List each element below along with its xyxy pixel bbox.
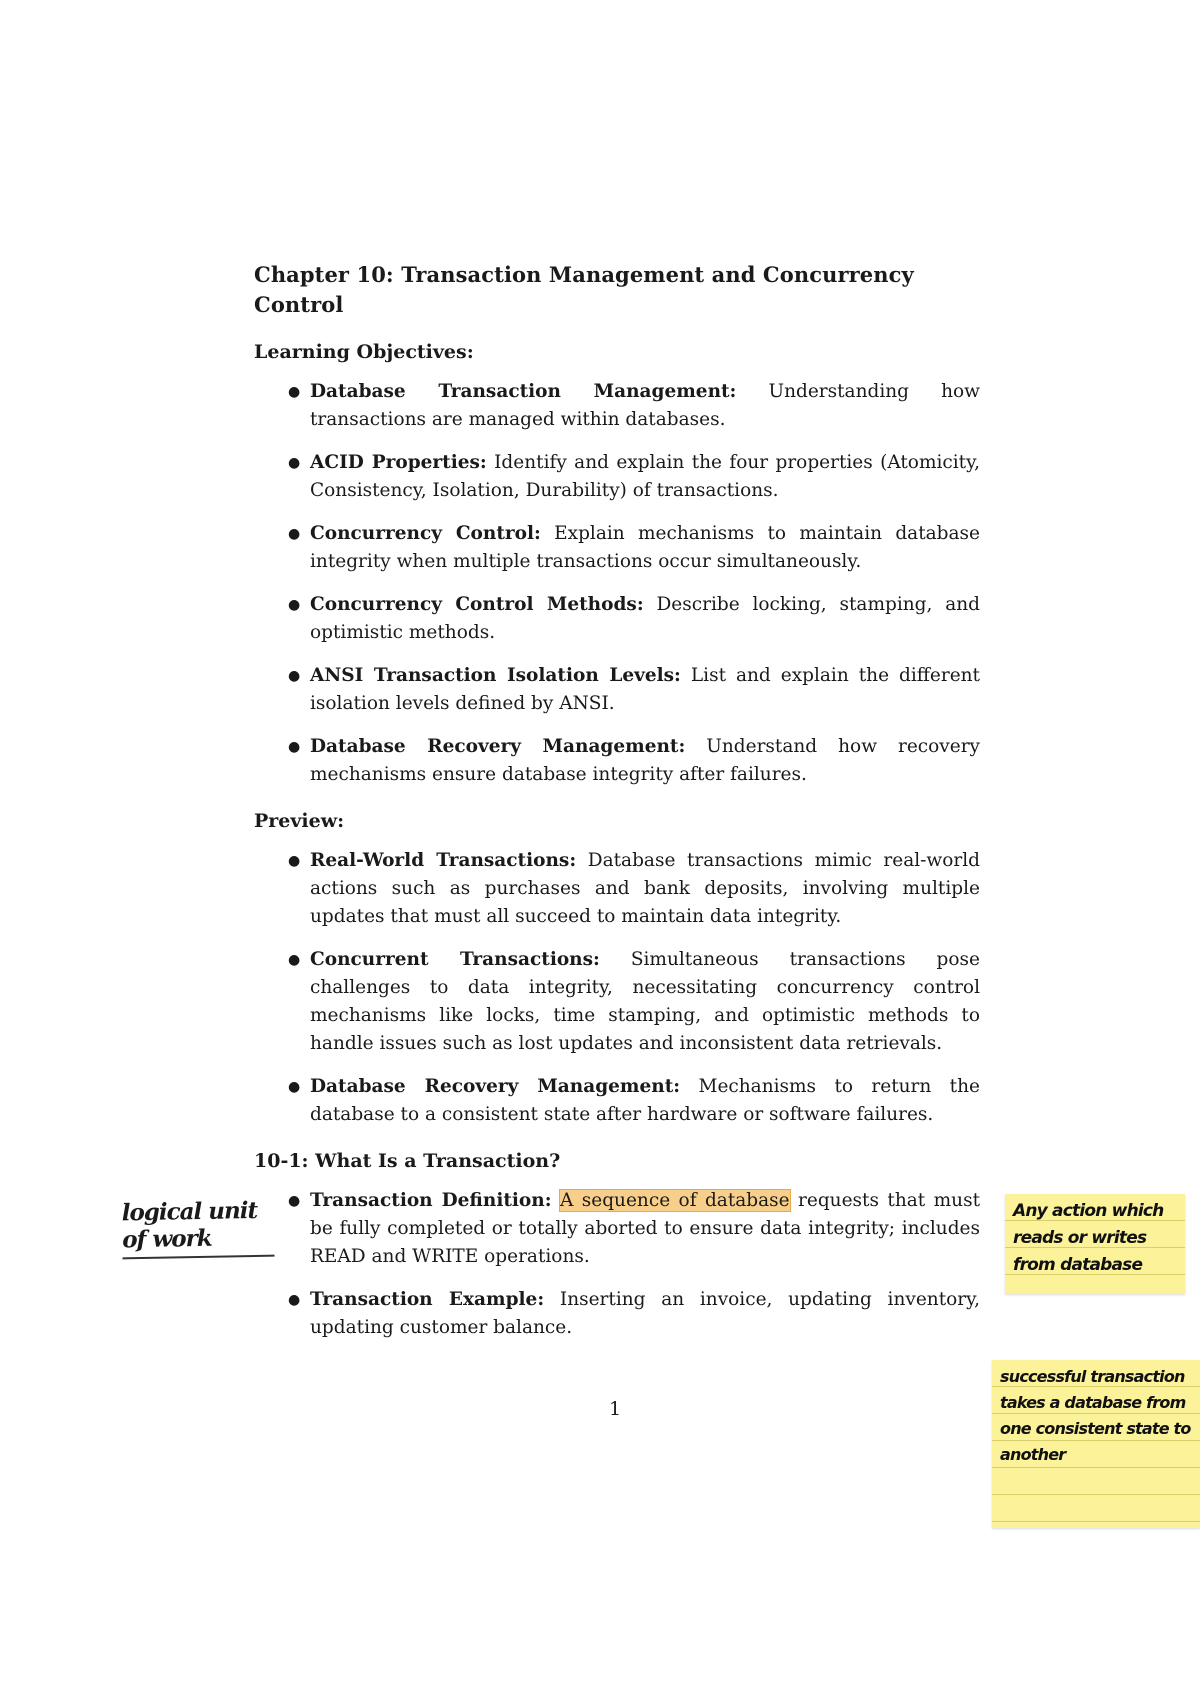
page-content: [254, 260, 980, 1360]
item-term: Transaction Example:: [310, 1289, 545, 1310]
learning-objectives-list: [254, 378, 980, 789]
item-term: Database Transaction Management:: [310, 381, 737, 402]
list-item: [288, 847, 980, 931]
bullet-icon: ●: [288, 526, 301, 542]
bullet-icon: ●: [288, 597, 301, 613]
item-text: Explain mechanisms to maintain database integrity when multiple transactions occur simultaneously.: [310, 523, 980, 572]
list-item: [288, 591, 980, 647]
list-item: [288, 733, 980, 789]
learning-objectives-heading: Learning Objectives:: [254, 341, 474, 363]
highlighted-text[interactable]: A sequence of database: [559, 1190, 790, 1211]
preview-list: [254, 847, 980, 1129]
bullet-icon: ●: [288, 384, 301, 400]
item-text: Mechanisms to return the database to a consistent state after hardware or software failures.: [310, 1076, 980, 1125]
bullet-icon: ●: [288, 668, 301, 684]
handwritten-margin-note[interactable]: logical unit of work: [121, 1197, 274, 1260]
item-text: Understand how recovery mechanisms ensure database integrity after failures.: [310, 736, 980, 785]
bullet-icon: ●: [288, 739, 301, 755]
bullet-icon: ●: [288, 1193, 301, 1209]
item-text: requests that must be fully completed or totally aborted to ensure data integrity; includes READ and WRITE operations.: [310, 1190, 981, 1267]
list-item: [288, 1286, 980, 1342]
sticky-note[interactable]: Any action which reads or writes from database: [1005, 1194, 1185, 1294]
list-item: [288, 449, 980, 505]
item-text: Identify and explain the four properties (Atomicity, Consistency, Isolation, Durability) of transactions.: [310, 452, 980, 501]
item-term: Real-World Transactions:: [310, 850, 577, 871]
bullet-icon: ●: [288, 853, 301, 869]
list-item: [288, 378, 980, 434]
section-10-1-list: [254, 1187, 980, 1342]
item-term: Concurrent Transactions:: [310, 949, 600, 970]
item-term: ANSI Transaction Isolation Levels:: [310, 665, 681, 686]
item-term: Transaction Definition:: [310, 1190, 552, 1211]
chapter-title: Chapter 10: Transaction Management and Concurrency Control: [254, 262, 914, 317]
item-term: Database Recovery Management:: [310, 736, 686, 757]
item-text: Inserting an invoice, updating inventory, updating customer balance.: [310, 1289, 980, 1338]
item-text: Simultaneous transactions pose challenges to data integrity, necessitating concurrency control mechanisms like locks, time stamping, and optimistic methods to handle issues such as lost updates and inconsistent data retrievals.: [310, 949, 980, 1054]
preview-heading: Preview:: [254, 810, 345, 832]
list-item: [288, 946, 980, 1058]
item-text: Database transactions mimic real-world actions such as purchases and bank deposits, involving multiple updates that must all succeed to maintain data integrity.: [310, 850, 980, 927]
item-text: List and explain the different isolation levels defined by ANSI.: [310, 665, 980, 714]
item-term: ACID Properties:: [310, 452, 487, 473]
item-text: Describe locking, stamping, and optimistic methods.: [310, 594, 980, 643]
item-term: Concurrency Control:: [310, 523, 541, 544]
list-item: [288, 662, 980, 718]
bullet-icon: ●: [288, 1079, 301, 1095]
bullet-icon: ●: [288, 952, 301, 968]
item-term: Concurrency Control Methods:: [310, 594, 644, 615]
page-number: 1: [608, 1398, 622, 1420]
item-text: Understanding how transactions are managed within databases.: [310, 381, 980, 430]
list-item: [288, 1187, 981, 1271]
bullet-icon: ●: [288, 1292, 301, 1308]
bullet-icon: ●: [288, 455, 301, 471]
item-term: Database Recovery Management:: [310, 1076, 681, 1097]
section-10-1-heading: 10-1: What Is a Transaction?: [254, 1150, 561, 1172]
sticky-note[interactable]: successful transaction takes a database from one consistent state to another: [992, 1360, 1200, 1528]
list-item: [288, 1073, 980, 1129]
list-item: [288, 520, 980, 576]
